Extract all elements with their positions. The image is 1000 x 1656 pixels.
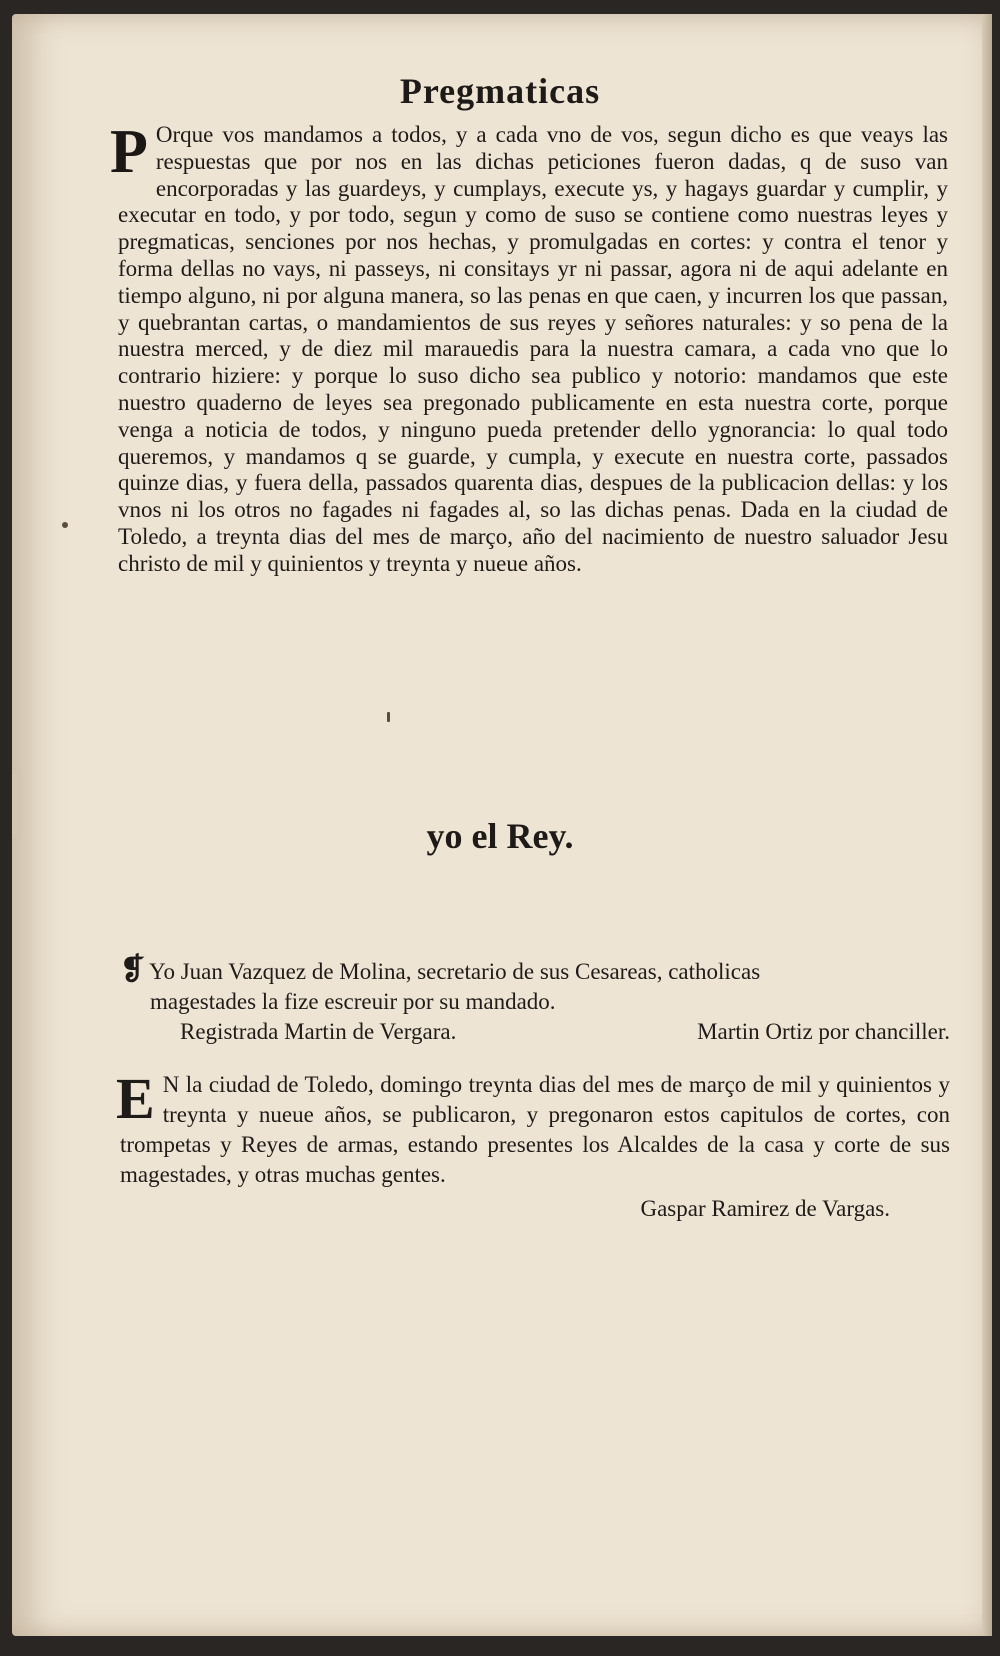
drop-cap-initial: E <box>116 1066 155 1131</box>
chanciller-text: Martin Ortiz por chanciller. <box>697 1019 950 1044</box>
notary-signature: Gaspar Ramirez de Vargas. <box>640 1196 890 1221</box>
royal-signature: yo el Rey. <box>426 816 574 856</box>
page-heading: Pregmaticas <box>399 71 601 111</box>
secretary-line <box>120 955 950 987</box>
ink-speck <box>62 522 68 528</box>
secretary-block <box>120 955 950 1047</box>
paragraph-mark-icon: ❡ <box>120 953 146 986</box>
secretary-line-1: Yo Juan Vazquez de Molina, secretario de sus Cesareas, catholicas <box>149 959 761 984</box>
secretary-line-2: magestades la fize escreuir por su mandado. <box>150 989 556 1014</box>
publication-paragraph <box>116 1066 950 1224</box>
registry-line <box>120 1017 950 1047</box>
publication-text: N la ciudad de Toledo, domingo treynta dias del mes de março de mil y quinientos y treynta y nueue años, se publicaron, y pregonaron estos capitulos de cortes, con trompetas y Reyes de armas, estando presentes los Alcaldes de la casa y corte de sus magestades, y otras muchas gentes. <box>120 1072 950 1187</box>
registrada-text: Registrada Martin de Vergara. <box>180 1019 457 1044</box>
drop-cap-initial: P <box>110 118 148 186</box>
decree-paragraph <box>110 118 948 578</box>
ink-speck <box>387 712 390 722</box>
decree-text: Orque vos mandamos a todos, y a cada vno de vos, segun dicho es que veays las respuestas que por nos en las dichas peticiones fueron dadas, q de suso van encorporadas y las guardeys, y cumplays, execute ys, y hagays guardar y cumplir, y executar en todo, y por todo, segun y como de suso se contiene como nuestras leyes y pregmaticas, senciones por nos hechas, y promulgadas en cortes: y contra el tenor y forma dellas no vays, ni passeys, ni consitays yr ni passar, agora ni de aqui adelante en tiempo alguno, ni por alguna manera, so las penas en que caen, y incurren los que passan, y quebrantan cartas, o mandamientos de sus reyes y señores naturales: y so pena de la nuestra merced, y de diez mil marauedis para la nuestra camara, a cada vno que lo contrario hiziere: y porque lo suso dicho sea publico y notorio: mandamos que este nuestro quaderno de leyes sea pregonado publicamente en esta nuestra corte, porque venga a noticia de todos, y ninguno pueda pretender dello ygnorancia: lo qual todo queremos, y mandamos q se guarde, y cumpla, y execute en nuestra corte, passados quinze dias, y fuera della, passados quarenta dias, despues de la publicacion dellas: y los vnos ni los otros no fagades ni fagades al, so las dichas penas. Dada en la ciudad de Toledo, a treynta dias del mes de março, año del nacimiento de nuestro saluador Jesu christo de mil y quinientos y treynta y nueue años. <box>118 122 948 576</box>
